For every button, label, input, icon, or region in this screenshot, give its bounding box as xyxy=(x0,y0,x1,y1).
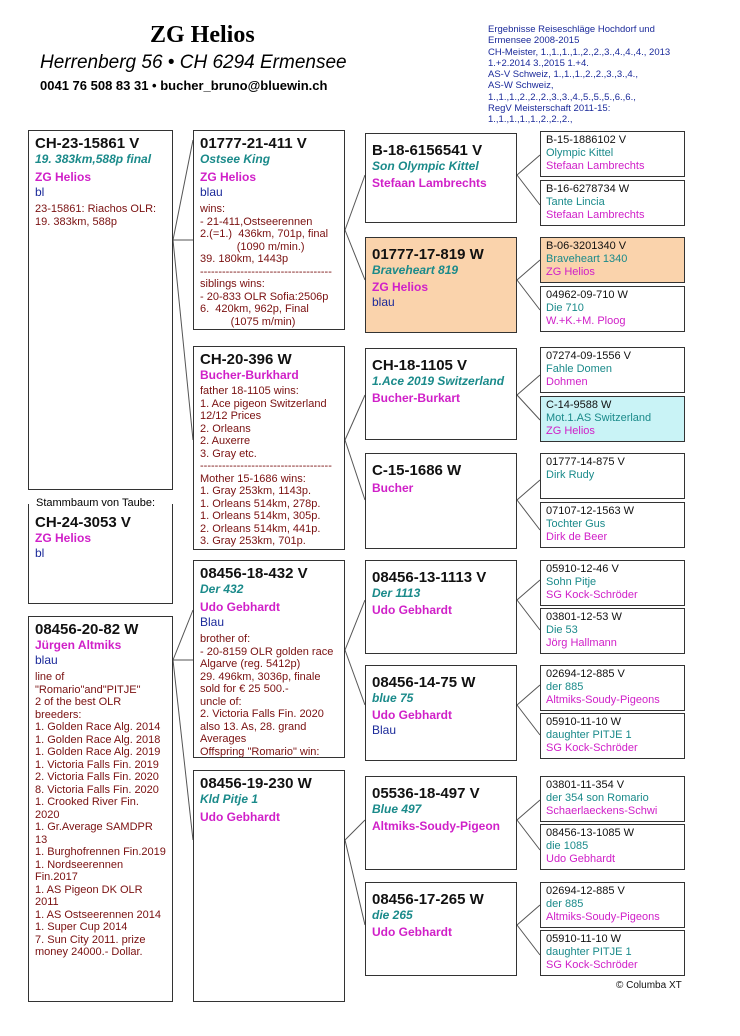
pedigree-card-gen4-5[interactable] xyxy=(540,396,685,442)
gen2-2-ring: 08456-19-230 W xyxy=(200,775,312,792)
gen4-0-ring: B-15-1886102 V xyxy=(546,134,627,146)
gen3-4-ring: 08456-13-1113 V xyxy=(372,569,487,586)
subject-info: 23-15861: Riachos OLR: 19. 383km, 588p xyxy=(35,203,157,228)
pedigree-card-gen4-15[interactable] xyxy=(540,930,685,976)
gen4-15-name: daughter PITJE 1 xyxy=(546,946,632,958)
gen2-0-info: father 18-1105 wins: 1. Ace pigeon Switzerland 12/12 Prices 2. Orleans 2. Auxerre 3. Gray etc. ------------------------------------ Mother 15-1686 wins: 1. Gray 253km, 1143p. 1. Orleans 514km, 278p. 1. Orleans 514km, 305p. 2. Orleans 514km, 441p. 3. Gray 253km, 701p. xyxy=(200,385,332,547)
father-name: Ostsee King xyxy=(200,152,271,166)
pedigree-card-gen3-2[interactable] xyxy=(365,348,517,440)
father-color: blau xyxy=(200,185,223,199)
father-ring: 01777-21-411 V xyxy=(200,135,307,152)
gen4-1-owner: Stefaan Lambrechts xyxy=(546,209,645,221)
mother-line-owner: Jürgen Altmiks xyxy=(35,638,122,652)
pedigree-card-gen3-0[interactable] xyxy=(365,133,517,223)
gen4-3-name: Die 710 xyxy=(546,302,584,314)
gen4-10-owner: Altmiks-Soudy-Pigeons xyxy=(546,694,660,706)
gen4-7-ring: 07107-12-1563 W xyxy=(546,505,635,517)
gen3-5-owner: Udo Gebhardt xyxy=(372,708,452,722)
gen4-13-name: die 1085 xyxy=(546,840,589,852)
gen4-8-name: Sohn Pitje xyxy=(546,576,597,588)
pedigree-card-gen4-11[interactable] xyxy=(540,713,685,759)
father-info: wins: - 21-411,Ostseerennen 2.(=1.) 436km, 701p, final (1090 m/min.) 39. 180km, 1443p ------------------------------------ siblings wins: - 20-833 OLR Sofia:2506p 6. 420km, 962p, Final (1075 m/min) xyxy=(200,203,332,328)
subject-color: bl xyxy=(35,185,45,199)
father-card[interactable] xyxy=(193,130,345,330)
gen2-2-owner: Udo Gebhardt xyxy=(200,810,280,824)
gen4-14-name: der 885 xyxy=(546,898,584,910)
mother-line-info: line of "Romario"and"PITJE" 2 of the best OLR breeders: 1. Golden Race Alg. 2014 1. Golden Race Alg. 2018 1. Golden Race Alg. 2019 1. Victoria Falls Fin. 2019 2. Victoria Falls Fin. 2020 8. Victoria Falls Fin. 2020 1. Crooked River Fin. 2020 1. Gr.Average SAMDPR 13 1. Burghofrennen Fin.2019 1. Nordseerennen Fin.2017 1. AS Pigeon DK OLR 2011 1. AS Ostseerennen 2014 1. Super Cup 2014 7. Sun City 2011. prize money 24000.- Dollar. xyxy=(35,671,166,958)
gen4-12-name: der 354 son Romario xyxy=(546,792,649,804)
gen2-0-owner: Bucher-Burkhard xyxy=(200,368,299,382)
gen4-11-name: daughter PITJE 1 xyxy=(546,729,632,741)
gen3-6-owner: Altmiks-Soudy-Pigeon xyxy=(372,819,501,833)
gen2-2-name: Kld Pitje 1 xyxy=(200,792,259,806)
gen3-7-owner: Udo Gebhardt xyxy=(372,925,452,939)
gen3-0-name: Son Olympic Kittel xyxy=(372,159,479,173)
gen3-1-owner: ZG Helios xyxy=(372,280,429,294)
loft-contact: 0041 76 508 83 31 • bucher_bruno@bluewin.ch xyxy=(40,78,328,93)
mother-card[interactable] xyxy=(28,504,173,604)
gen4-4-owner: Dohmen xyxy=(546,376,588,388)
pedigree-card-gen4-0[interactable] xyxy=(540,131,685,177)
gen2-0-ring: CH-20-396 W xyxy=(200,351,292,368)
gen3-2-name: 1.Ace 2019 Switzerland xyxy=(372,374,505,388)
gen3-1-ring: 01777-17-819 W xyxy=(372,246,484,263)
pedigree-card-gen4-3[interactable] xyxy=(540,286,685,332)
gen4-0-name: Olympic Kittel xyxy=(546,147,614,159)
gen4-12-ring: 03801-11-354 V xyxy=(546,779,625,791)
gen4-6-ring: 01777-14-875 V xyxy=(546,456,625,468)
pedigree-card-gen4-10[interactable] xyxy=(540,665,685,711)
gen3-6-ring: 05536-18-497 V xyxy=(372,785,480,802)
pedigree-card-gen4-6[interactable] xyxy=(540,453,685,499)
gen4-9-ring: 03801-12-53 W xyxy=(546,611,622,623)
gen3-3-ring: C-15-1686 W xyxy=(372,462,462,479)
gen3-1-name: Braveheart 819 xyxy=(372,263,459,277)
mother-line-ring: 08456-20-82 W xyxy=(35,621,139,638)
gen3-0-ring: B-18-6156541 V xyxy=(372,142,483,159)
subject-ring: CH-23-15861 V xyxy=(35,135,140,152)
gen4-15-owner: SG Kock-Schröder xyxy=(546,959,638,971)
gen3-4-owner: Udo Gebhardt xyxy=(372,603,452,617)
gen3-5-color: Blau xyxy=(372,723,397,737)
gen2-1-info: brother of: - 20-8159 OLR golden race Algarve (reg. 5412p) 29. 496km, 3036p, finale sold for € 25 500.- uncle of: 2. Victoria Falls Fin. 2020 also 13. As, 28. grand Averages Offspring "Romario" win: xyxy=(200,633,334,758)
gen3-5-name: blue 75 xyxy=(372,691,414,705)
mother-label: Stammbaum von Taube: xyxy=(36,497,156,509)
loft-address: Herrenberg 56 • CH 6294 Ermensee xyxy=(40,52,347,73)
gen4-11-owner: SG Kock-Schröder xyxy=(546,742,638,754)
pedigree-card-gen4-9[interactable] xyxy=(540,608,685,654)
subject-pigeon-card[interactable] xyxy=(28,130,173,490)
gen4-5-ring: C-14-9588 W xyxy=(546,399,612,411)
gen4-5-owner: ZG Helios xyxy=(546,425,595,437)
gen4-2-name: Braveheart 1340 xyxy=(546,253,628,265)
gen4-3-ring: 04962-09-710 W xyxy=(546,289,628,301)
subject-name: 19. 383km,588p final xyxy=(35,152,152,166)
pedigree-card-gen4-2[interactable] xyxy=(540,237,685,283)
gen4-8-ring: 05910-12-46 V xyxy=(546,563,619,575)
gen4-13-ring: 08456-13-1085 W xyxy=(546,827,635,839)
gen4-0-owner: Stefaan Lambrechts xyxy=(546,160,645,172)
gen3-7-name: die 265 xyxy=(372,908,413,922)
gen2-1-color: Blau xyxy=(200,615,225,629)
gen3-1-color: blau xyxy=(372,295,395,309)
pedigree-card-gen4-13[interactable] xyxy=(540,824,685,870)
gen3-7-ring: 08456-17-265 W xyxy=(372,891,484,908)
pedigree-card-gen4-14[interactable] xyxy=(540,882,685,928)
gen4-4-name: Fahle Domen xyxy=(546,363,613,375)
pedigree-card-gen2-0[interactable] xyxy=(193,346,345,550)
pedigree-card-gen4-1[interactable] xyxy=(540,180,685,226)
gen4-8-owner: SG Kock-Schröder xyxy=(546,589,638,601)
pedigree-card-gen3-7[interactable] xyxy=(365,882,517,976)
pedigree-card-gen3-6[interactable] xyxy=(365,776,517,870)
footer-copyright: © Columba XT xyxy=(616,980,682,991)
pedigree-card-gen3-3[interactable] xyxy=(365,453,517,549)
pedigree-card-gen4-4[interactable] xyxy=(540,347,685,393)
mother-color: bl xyxy=(35,546,45,560)
mother-line-card[interactable] xyxy=(28,616,173,1002)
gen3-3-owner: Bucher xyxy=(372,481,414,495)
gen4-2-ring: B-06-3201340 V xyxy=(546,240,627,252)
gen2-1-ring: 08456-18-432 V xyxy=(200,565,308,582)
gen4-13-owner: Udo Gebhardt xyxy=(546,853,616,865)
gen4-1-ring: B-16-6278734 W xyxy=(546,183,630,195)
gen4-7-owner: Dirk de Beer xyxy=(546,531,608,543)
father-owner: ZG Helios xyxy=(200,170,257,184)
gen4-14-owner: Altmiks-Soudy-Pigeons xyxy=(546,911,660,923)
gen4-11-ring: 05910-11-10 W xyxy=(546,716,622,728)
gen2-1-owner: Udo Gebhardt xyxy=(200,600,280,614)
gen4-9-name: Die 53 xyxy=(546,624,578,636)
pedigree-card-gen4-12[interactable] xyxy=(540,776,685,822)
gen3-6-name: Blue 497 xyxy=(372,802,422,816)
gen3-2-ring: CH-18-1105 V xyxy=(372,357,468,374)
gen4-3-owner: W.+K.+M. Ploog xyxy=(546,315,626,327)
results-summary: Ergebnisse Reiseschläge Hochdorf und Ermensee 2008-2015 CH-Meister, 1.,1.,1.,1.,2.,2.,3.,4.,4.,4., 2013 1.+2.2014 3.,2015 1.+4. AS-V Schweiz, 1.,1.,1.,2.,2.,3.,3.,4., AS-W Schweiz, 1.,1.,1.,2.,2.,2.,3.,3.,4.,5.,5.,5.,6.,6., RegV Meisterschaft 2011-15: 1.,1.,1.,1.,1.,2.,2.,2., xyxy=(488,24,671,126)
gen4-4-ring: 07274-09-1556 V xyxy=(546,350,632,362)
gen4-9-owner: Jörg Hallmann xyxy=(546,637,617,649)
subject-owner: ZG Helios xyxy=(35,170,92,184)
pedigree-card-gen4-8[interactable] xyxy=(540,560,685,606)
gen4-6-name: Dirk Rudy xyxy=(546,469,595,481)
gen3-0-owner: Stefaan Lambrechts xyxy=(372,176,487,190)
pedigree-card-gen3-1[interactable] xyxy=(365,237,517,333)
gen4-10-name: der 885 xyxy=(546,681,584,693)
gen4-15-ring: 05910-11-10 W xyxy=(546,933,622,945)
gen4-7-name: Tochter Gus xyxy=(546,518,606,530)
gen4-1-name: Tante Lincia xyxy=(546,196,605,208)
mother-line-color: blau xyxy=(35,653,58,667)
gen4-12-owner: Schaerlaeckens-Schwi xyxy=(546,805,658,817)
gen4-14-ring: 02694-12-885 V xyxy=(546,885,625,897)
gen3-4-name: Der 1113 xyxy=(372,586,421,600)
pedigree-card-gen3-4[interactable] xyxy=(365,560,517,654)
gen4-2-owner: ZG Helios xyxy=(546,266,595,278)
mother-ring: CH-24-3053 V xyxy=(35,514,131,531)
pedigree-card-gen4-7[interactable] xyxy=(540,502,685,548)
gen3-2-owner: Bucher-Burkart xyxy=(372,391,461,405)
pedigree-card-gen2-2[interactable] xyxy=(193,770,345,1002)
page-title: ZG Helios xyxy=(150,22,255,48)
gen4-5-name: Mot.1.AS Switzerland xyxy=(546,412,652,424)
pedigree-card-gen3-5[interactable] xyxy=(365,665,517,761)
mother-owner: ZG Helios xyxy=(35,531,92,545)
gen2-1-name: Der 432 xyxy=(200,582,244,596)
gen4-10-ring: 02694-12-885 V xyxy=(546,668,625,680)
pedigree-card-gen2-1[interactable] xyxy=(193,560,345,758)
gen3-5-ring: 08456-14-75 W xyxy=(372,674,476,691)
